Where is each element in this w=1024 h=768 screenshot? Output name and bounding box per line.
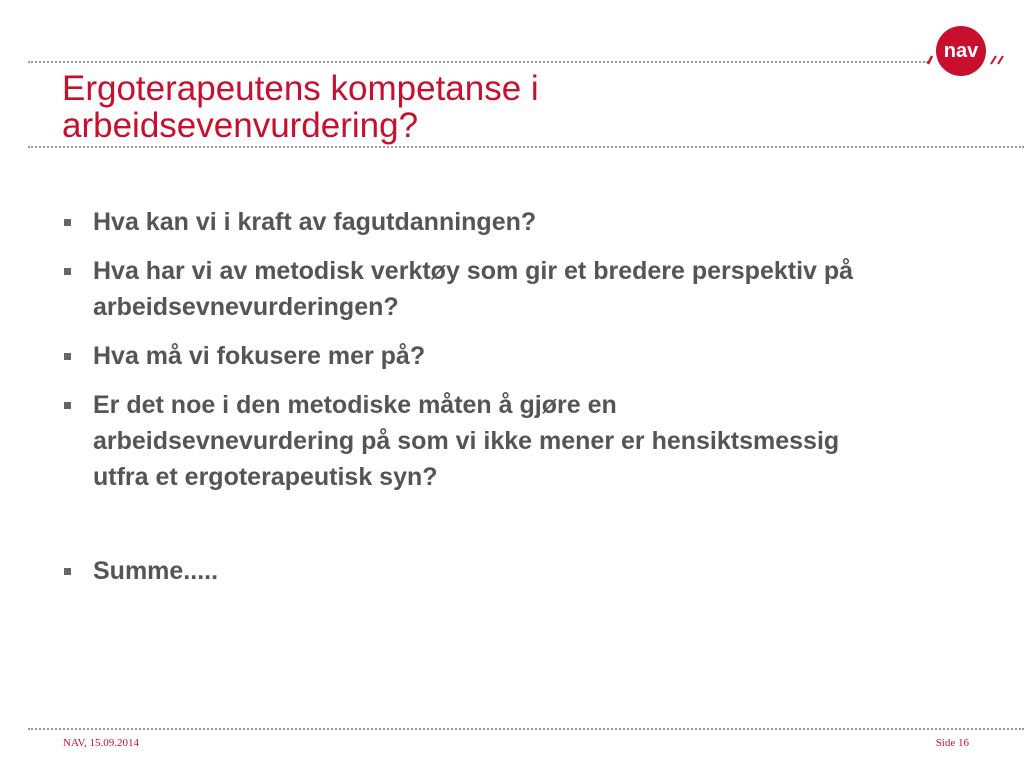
square-bullet-icon bbox=[64, 568, 71, 575]
nav-logo-icon bbox=[918, 24, 1010, 78]
bullet-item bbox=[62, 553, 862, 589]
square-bullet-icon bbox=[64, 219, 71, 226]
square-bullet-icon bbox=[64, 402, 71, 409]
bullet-list bbox=[62, 204, 862, 602]
logo-text: nav bbox=[943, 40, 979, 62]
bullet-text: Hva kan vi i kraft av fagutdanningen? bbox=[93, 208, 537, 236]
page-number: Side 16 bbox=[935, 737, 969, 749]
bullet-item bbox=[62, 253, 862, 325]
bullet-text: Summe..... bbox=[93, 557, 219, 585]
bullet-text: Hva har vi av metodisk verktøy som gir et bredere perspektiv på arbeidsevnevurderingen? bbox=[93, 257, 854, 321]
slide-title: Ergoterapeutens kompetanse i arbeidsevenvurdering? bbox=[62, 69, 539, 145]
top-divider bbox=[28, 61, 928, 63]
bullet-text: Hva må vi fokusere mer på? bbox=[93, 342, 426, 370]
square-bullet-icon bbox=[64, 268, 71, 275]
bullet-item bbox=[62, 338, 862, 374]
title-divider bbox=[28, 146, 1024, 148]
bullet-item bbox=[62, 387, 862, 495]
square-bullet-icon bbox=[64, 353, 71, 360]
bullet-text: Er det noe i den metodiske måten å gjøre en arbeidsevnevurdering på som vi ikke mener er hensiktsmessig utfra et ergoterapeutisk syn? bbox=[93, 391, 840, 491]
bullet-item bbox=[62, 204, 862, 240]
footer-divider bbox=[28, 728, 1024, 730]
footer-date: NAV, 15.09.2014 bbox=[63, 737, 139, 749]
